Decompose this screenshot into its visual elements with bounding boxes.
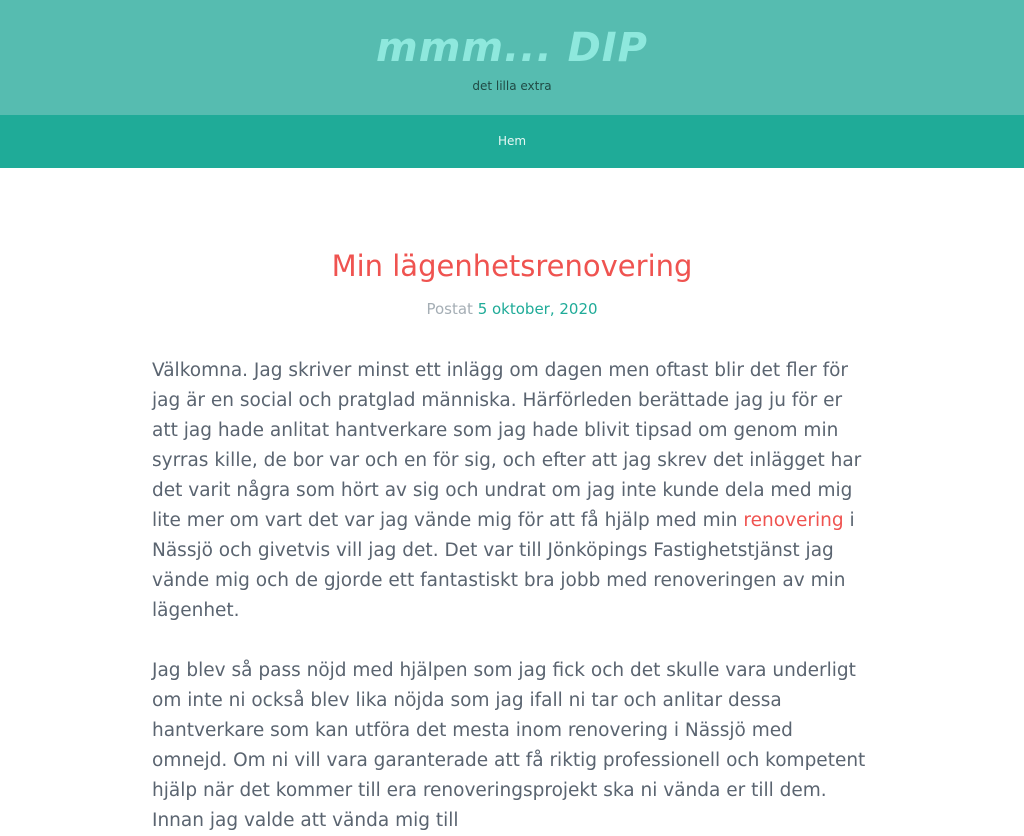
post-paragraph [152, 356, 872, 626]
post-article [152, 246, 872, 836]
main-nav [0, 115, 1024, 168]
site-title[interactable]: mmm... DIP [376, 25, 648, 71]
site-header [0, 0, 1024, 115]
post-content [152, 356, 872, 836]
post-date-link[interactable]: 5 oktober, 2020 [477, 300, 598, 318]
main-content [152, 168, 872, 836]
paragraph-text: i Nässjö och givetvis vill jag det. Det var till Jönköpings Fastighetstjänst jag vände mig och de gjorde ett fantastiskt bra jobb med renoveringen av min lägenhet. [152, 510, 855, 621]
renovering-link[interactable]: renovering [743, 510, 844, 531]
post-meta-label: Postat [426, 300, 473, 318]
nav-item-hem[interactable]: Hem [497, 134, 527, 148]
post-paragraph: Jag blev så pass nöjd med hjälpen som jag fick och det skulle vara underligt om inte ni också blev lika nöjda som jag ifall ni tar och anlitar dessa hantverkare som kan utföra det mesta inom renovering i Nässjö med omnejd. Om ni vill vara garanterade att få riktig professionell och kompetent hjälp när det kommer till era renoveringsprojekt ska ni vända er till dem. Innan jag valde att vända mig till [152, 660, 866, 831]
post-title[interactable]: Min lägenhetsrenovering [331, 249, 693, 283]
paragraph-text: Välkomna. Jag skriver minst ett inlägg om dagen men oftast blir det fler för jag är en social och pratglad människa. Härförleden berättade jag ju för er att jag hade anlitat hantverkare som jag hade blivit tipsad om genom min syrras kille, de bor var och en för sig, och efter att jag skrev det inlägget har det varit några som hört av sig och undrat om jag inte kunde dela med mig lite mer om vart det var jag vände mig för att få hjälp med min [152, 360, 862, 531]
site-tagline: det lilla extra [472, 79, 552, 93]
post-meta [152, 299, 872, 319]
